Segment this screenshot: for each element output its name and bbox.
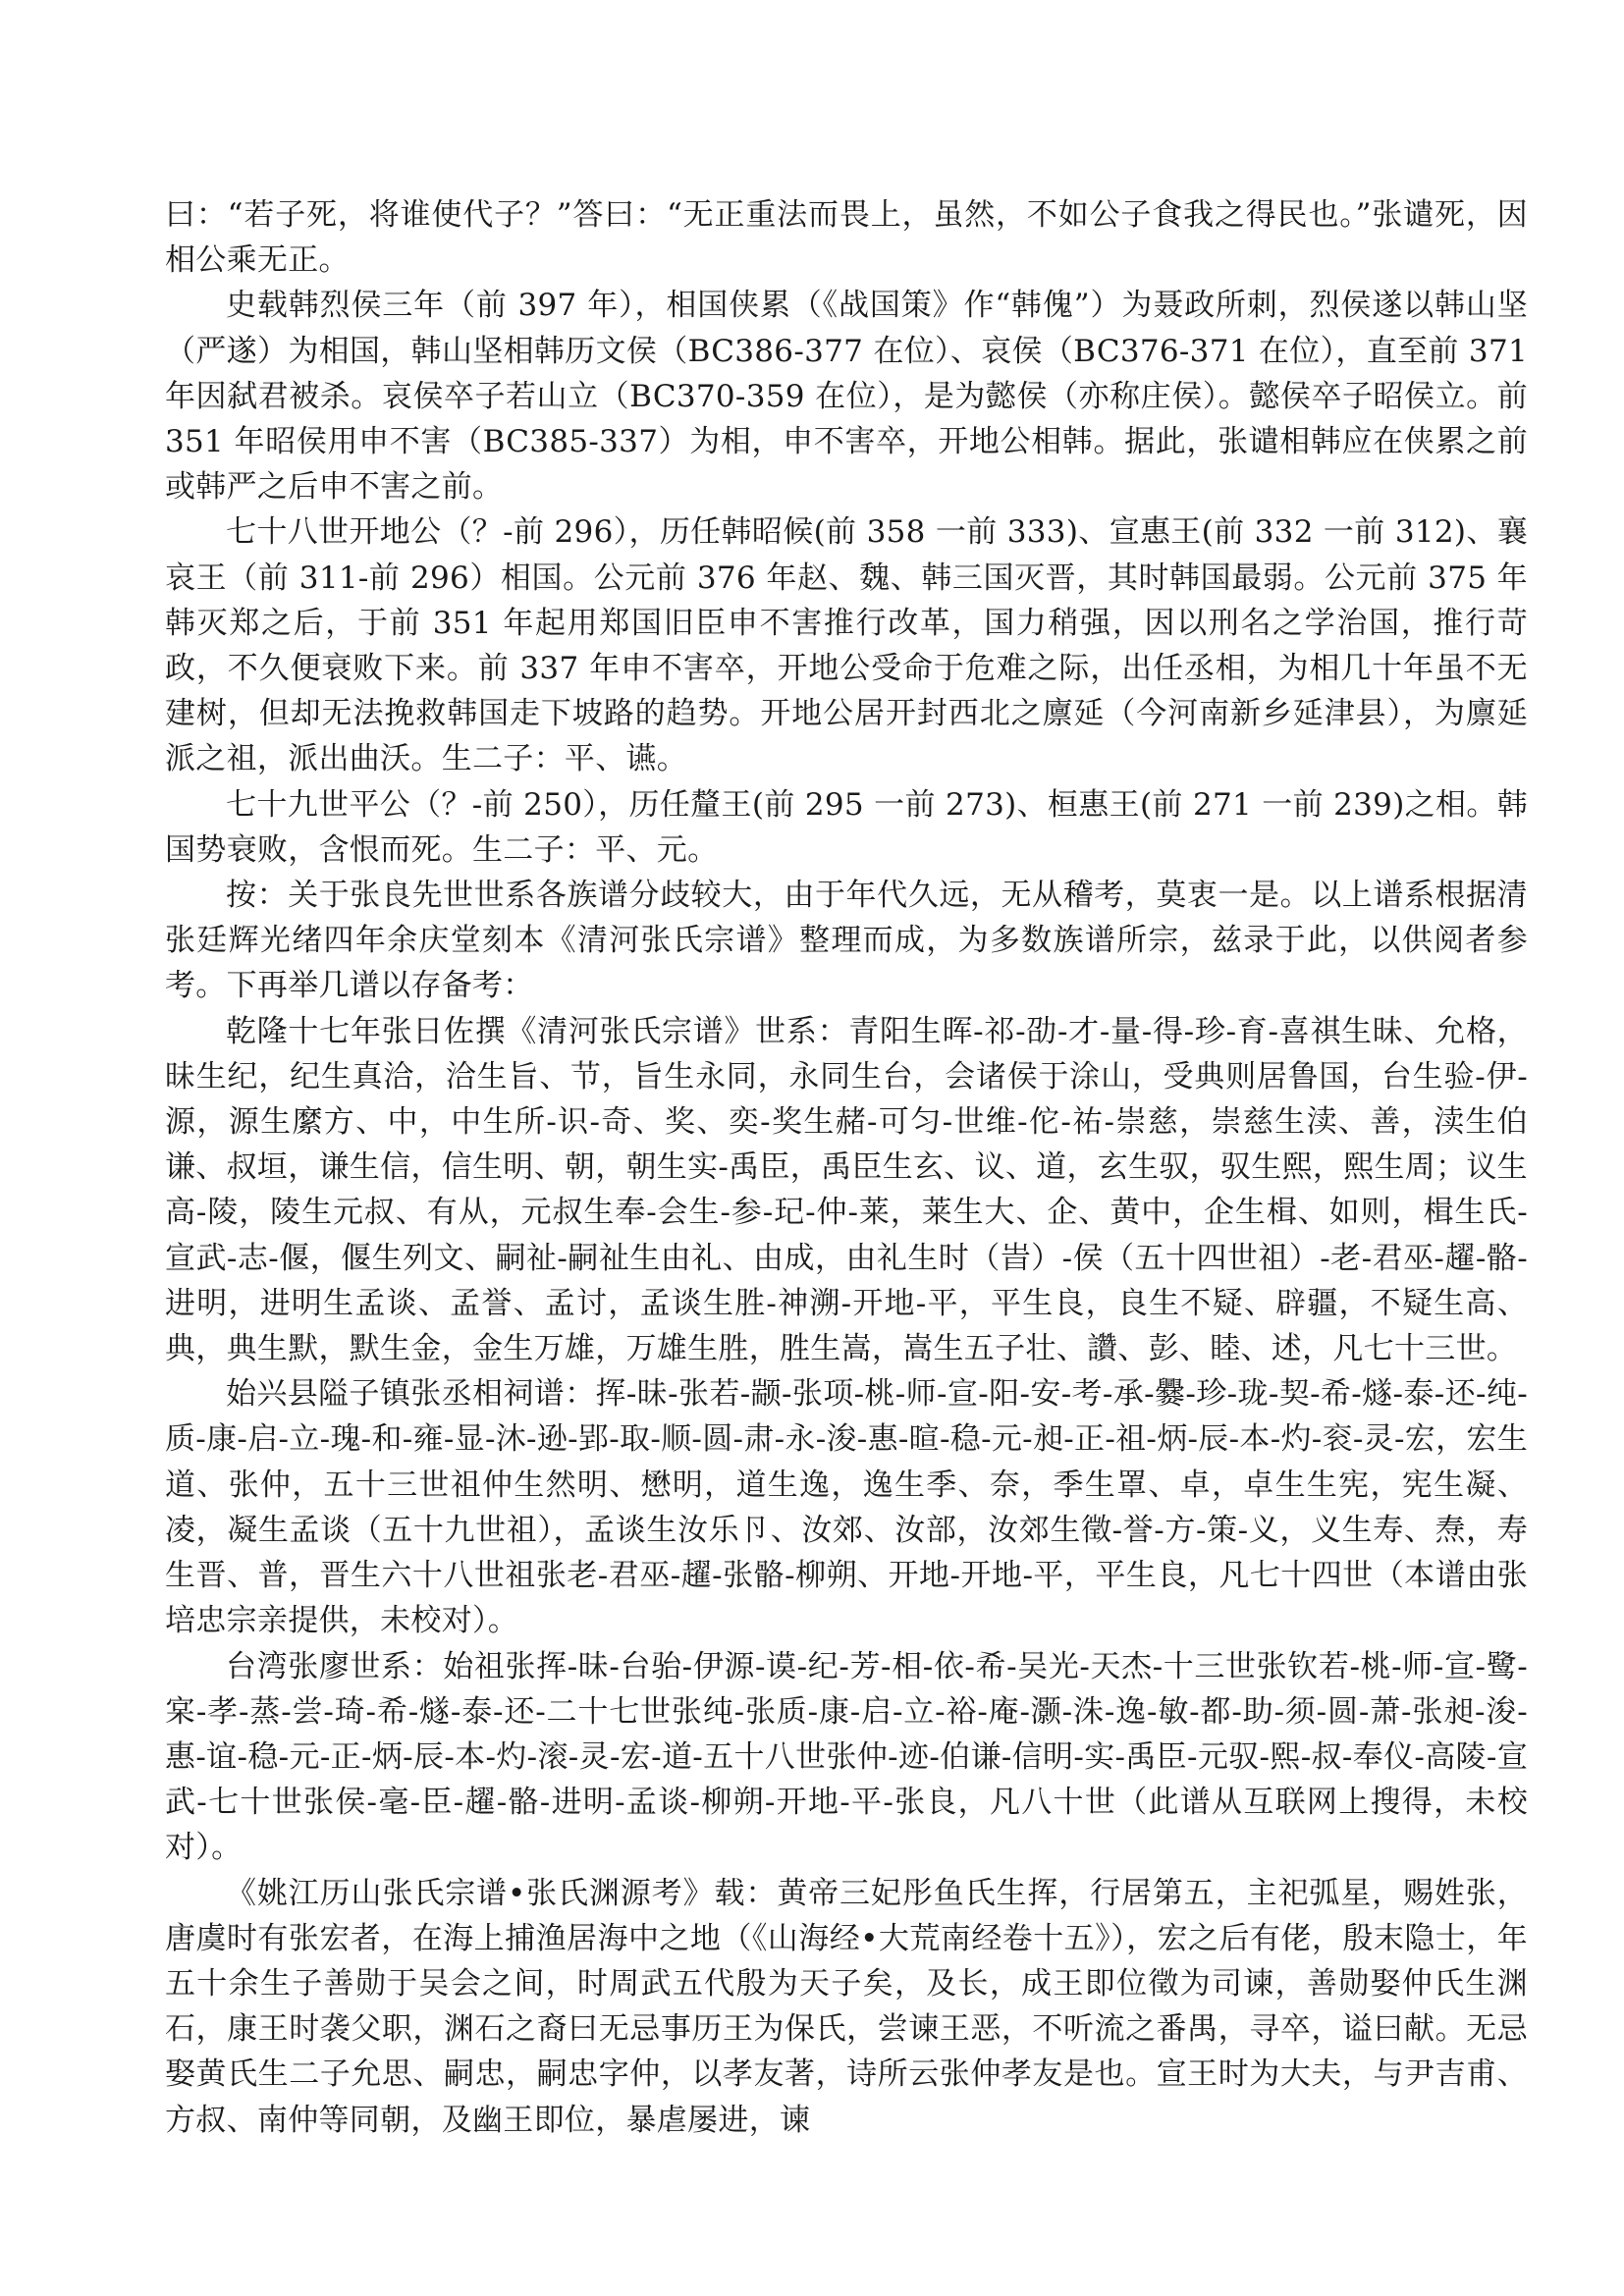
paragraph-3: 七十八世开地公（？-前 296），历任韩昭候(前 358 一前 333)、宣惠王(前 332 一前 312)、襄哀王（前 311-前 296）相国。公元前 376 年赵、魏、韩三国灭晋，其时韩国最弱。公元前 375 年韩灭郑之后，于前 351 年起用郑国旧臣申不害推行改革，国力稍强，因以刑名之学治国，推行苛政，不久便衰败下来。前 337 年申不害卒，开地公受命于危难之际，出任丞相，为相几十年虽不无建树，但却无法挽救韩国走下坡路的趋势。开地公居开封西北之廪延（今河南新乡延津县），为廪延派之祖，派出曲沃。生二子：平、䜩。 (165, 514, 1528, 777)
paragraph-9: 《姚江历山张氏宗谱•张氏渊源考》载：黄帝三妃彤鱼氏生挥，行居第五，主祀弧星，赐姓张，唐虞时有张宏者，在海上捕渔居海中之地（《山海经•大荒南经卷十五》），宏之后有佬，殷末隐士，年五十余生子善勋于吴会之间，时周武五代殷为天子矣，及长，成王即位徵为司谏，善勋娶仲氏生渊石，康王时袭父职，渊石之裔曰无忌事历王为保氏，尝谏王恶，不听流之番禺，寻卒，谥曰献。无忌娶黄氏生二子允思、嗣忠，嗣忠字仲，以孝友著，诗所云张仲孝友是也。宣王时为大夫，与尹吉甫、方叔、南仲等同朝，及幽王即位，暴虐屡进，谏 (165, 1875, 1528, 2138)
paragraph-7: 始兴县隘子镇张丞相祠谱：挥-昧-张若-颛-张项-桃-师-宣-阳-安-考-承-爨-珍-珑-契-希-燧-泰-还-纯-质-康-启-立-瑰-和-雍-显-沐-逊-郢-取-顺-圆-肃-永-浚-惠-暄-稳-元-昶-正-祖-炳-辰-本-灼-衮-灵-宏，宏生道、张仲，五十三世祖仲生然明、懋明，道生逸，逸生季、奈，季生罩、卓，卓生生宪，宪生凝、凌，凝生孟谈（五十九世祖），孟谈生汝乐卪、汝郊、汝部，汝郊生徵-誉-方-策-义，义生寿、焘，寿生晋、普，晋生六十八世祖张老-君巫-趯-张骼-柳朔、开地-开地-平，平生良，凡七十四世（本谱由张培忠宗亲提供，未校对）。 (165, 1376, 1528, 1639)
paragraph-4: 七十九世平公（？-前 250），历任釐王(前 295 一前 273)、桓惠王(前 271 一前 239)之相。韩国势衰败，含恨而死。生二子：平、元。 (165, 786, 1528, 868)
paragraph-1: 曰：“若子死，将谁使代子？”答曰：“无正重法而畏上，虽然，不如公子食我之得民也。”张谴死，因相公乘无正。 (165, 197, 1528, 279)
paragraph-2: 史载韩烈侯三年（前 397 年），相国侠累（《战国策》作“韩傀”）为聂政所刺，烈侯遂以韩山坚（严遂）为相国，韩山坚相韩历文侯（BC386-377 在位）、哀侯（BC376-371 在位），直至前 371 年因弑君被杀。哀侯卒子若山立（BC370-359 在位），是为懿侯（亦称庄侯）。懿侯卒子昭侯立。前 351 年昭侯用申不害（BC385-337）为相，申不害卒，开地公相韩。据此，张谴相韩应在侠累之前或韩严之后申不害之前。 (165, 288, 1528, 506)
paragraph-6: 乾隆十七年张日佐撰《清河张氏宗谱》世系：青阳生晖-祁-劭-才-量-得-珍-育-喜祺生昧、允格，昧生纪，纪生真洽，洽生旨、节，旨生永同，永同生台，会诸侯于涂山，受典则居鲁国，台生验-伊-源，源生縻方、中，中生所-识-奇、奖、奕-奖生赭-可匀-世维-佗-祐-崇慈，崇慈生渎、善，渎生伯谦、叔垣，谦生信，信生明、朝，朝生实-禹臣，禹臣生玄、议、道，玄生驭，驭生熙，熙生周；议生高-陵，陵生元叔、有从，元叔生奉-会生-参-玘-仲-莱，莱生大、企、黄中，企生楫、如则，楫生氏-宣武-志-偃，偃生列文、嗣祉-嗣祉生由礼、由成，由礼生时（旹）-侯（五十四世祖）-老-君巫-趯-骼-进明，进明生孟谈、孟誉、孟讨，孟谈生胜-神溯-开地-平，平生良，良生不疑、辟疆，不疑生高、典，典生默，默生金，金生万雄，万雄生胜，胜生嵩，嵩生五子壮、讚、彭、睦、述，凡七十三世。 (165, 1013, 1528, 1367)
document-page (165, 192, 1528, 2143)
paragraph-5: 按：关于张良先世世系各族谱分歧较大，由于年代久远，无从稽考，莫衷一是。以上谱系根据清张廷辉光绪四年余庆堂刻本《清河张氏宗谱》整理而成，为多数族谱所宗，兹录于此，以供阅者参考。下再举几谱以存备考： (165, 878, 1528, 1004)
paragraph-8: 台湾张廖世系：始祖张挥-昧-台骀-伊源-谟-纪-芳-相-依-希-吴光-天杰-十三世张钦若-桃-师-宣-鹭-宲-孝-蒸-尝-琦-希-燧-泰-还-二十七世张纯-张质-康-启-立-裕-庵-灏-洙-逸-敏-都-助-须-圆-萧-张昶-浚-惠-谊-稳-元-正-炳-辰-本-灼-滚-灵-宏-道-五十八世张仲-迹-伯谦-信明-实-禹臣-元驭-熙-叔-奉仪-高陵-宣武-七十世张侯-毫-臣-趯-骼-进明-孟谈-柳朔-开地-平-张良，凡八十世（此谱从互联网上搜得，未校对）。 (165, 1648, 1528, 1866)
